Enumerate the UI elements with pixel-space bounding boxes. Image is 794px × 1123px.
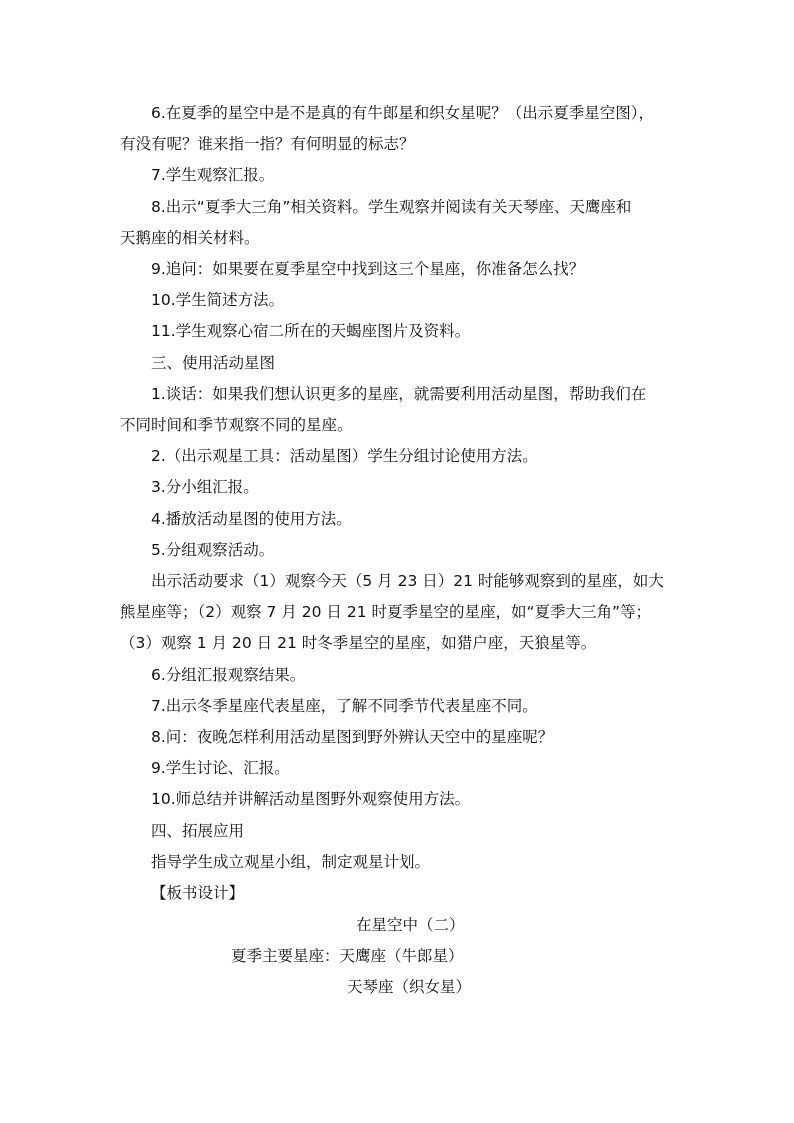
paragraph-15: 5.分组观察活动。 xyxy=(151,540,275,559)
paragraph-21: 8.问：夜晚怎样利用活动星图到野外辨认天空中的星座呢？ xyxy=(151,728,554,747)
paragraph-4: 8.出示“夏季大三角”相关资料。学生观察并阅读有关天琴座、天鹰座和 xyxy=(151,197,632,216)
paragraph-19: 6.分组汇报观察结果。 xyxy=(151,665,306,684)
paragraph-14: 4.播放活动星图的使用方法。 xyxy=(151,509,352,528)
paragraph-16: 出示活动要求（1）观察今天（5 月 23 日）21 时能够观察到的星座，如大 xyxy=(151,572,664,591)
paragraph-11: 不同时间和季节观察不同的星座。 xyxy=(120,416,353,435)
paragraph-8: 11.学生观察心宿二所在的天蝎座图片及资料。 xyxy=(151,322,471,341)
paragraph-5: 天鹅座的相关材料。 xyxy=(120,228,260,247)
paragraph-17: 熊星座等；（2）观察 7 月 20 日 21 时夏季星空的星座，如“夏季大三角”等； xyxy=(120,603,652,622)
paragraph-13: 3.分小组汇报。 xyxy=(151,478,259,497)
paragraph-25: 指导学生成立观星小组，制定观星计划。 xyxy=(151,852,431,871)
paragraph-18: （3）观察 1 月 20 日 21 时冬季星空的星座，如猎户座，天狼星等。 xyxy=(120,634,597,653)
board-design-heading: 【板书设计】 xyxy=(151,884,245,903)
paragraph-3: 7.学生观察汇报。 xyxy=(151,166,275,185)
board-line-1: 夏季主要星座：天鹰座（牛郎星） xyxy=(231,947,464,965)
section-heading-4: 四、拓展应用 xyxy=(151,821,245,840)
board-line-2: 天琴座（织女星） xyxy=(347,978,472,996)
paragraph-7: 10.学生简述方法。 xyxy=(151,291,285,310)
paragraph-20: 7.出示冬季星座代表星座，了解不同季节代表星座不同。 xyxy=(151,696,538,715)
paragraph-23: 10.师总结并讲解活动星图野外观察使用方法。 xyxy=(151,790,471,809)
paragraph-12: 2.（出示观星工具：活动星图）学生分组讨论使用方法。 xyxy=(151,447,538,466)
document-body xyxy=(120,98,680,996)
paragraph-10: 1.谈话：如果我们想认识更多的星座，就需要利用活动星图，帮助我们在 xyxy=(151,384,647,403)
board-title: 在星空中（二） xyxy=(356,916,465,934)
section-heading-3: 三、使用活动星图 xyxy=(151,353,276,372)
paragraph-2: 有没有呢？谁来指一指？有何明显的标志？ xyxy=(120,135,415,154)
paragraph-1: 6.在夏季的星空中是不是真的有牛郎星和织女星呢？（出示夏季星空图）， xyxy=(151,104,655,122)
paragraph-22: 9.学生讨论、汇报。 xyxy=(151,759,290,778)
paragraph-6: 9.追问：如果要在夏季星空中找到这三个星座，你准备怎么找？ xyxy=(151,260,585,279)
